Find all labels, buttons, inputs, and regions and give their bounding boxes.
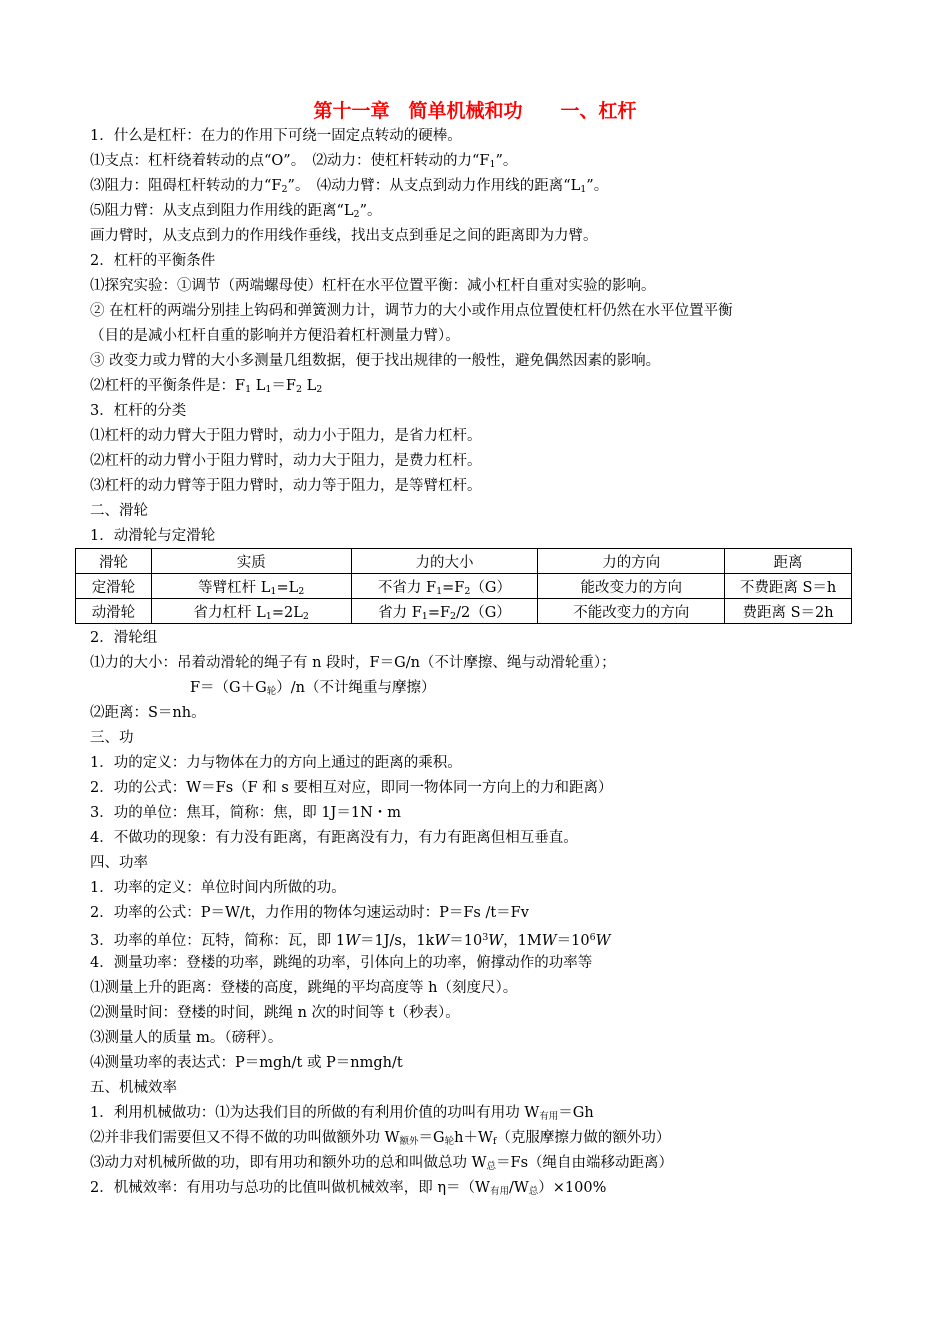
- text-line: （目的是减小杠杆自重的影响并方便沿着杠杆测量力臂）。: [90, 328, 460, 344]
- page-title: 第十一章 简单机械和功 一、杠杆: [313, 100, 637, 122]
- text-line: ⑸阻力臂：从支点到阻力作用线的距离“$L_2$”。: [90, 203, 382, 220]
- text-line: 4．测量功率：登楼的功率，跳绳的功率，引体向上的功率，俯撑动作的功率等: [90, 955, 593, 971]
- text-line: 3．功率的单位：瓦特，简称：瓦，即 1W＝1J/s，$1kW=10^3W$，$1MW=10^6W$: [90, 932, 611, 949]
- section-heading: 三、功: [90, 730, 134, 746]
- table-header-cell: 力的大小: [351, 549, 538, 574]
- section-subheading: 2．滑轮组: [90, 630, 158, 646]
- table-cell: 不费距离 S＝h: [725, 574, 852, 599]
- text-line: 1．功率的定义：单位时间内所做的功。: [90, 880, 346, 896]
- text-line: ⑴力的大小：吊着动滑轮的绳子有 n 段时，F＝G/n（不计摩擦、绳与动滑轮重）；: [90, 655, 616, 671]
- section-heading: 五、机械效率: [90, 1080, 177, 1096]
- text-line: ⑶杠杆的动力臂等于阻力臂时，动力等于阻力，是等臂杠杆。: [90, 478, 482, 494]
- text-line: ⑴支点：杠杆绕着转动的点“O”。 ⑵动力：使杠杆转动的力“$F_1$”。: [90, 153, 518, 170]
- text-line: ⑴测量上升的距离：登楼的高度，跳绳的平均高度等 h（刻度尺）。: [90, 980, 518, 996]
- text-line: ⑵杠杆的平衡条件是：$F_1$ $L_1=F_2$ $L_2$: [90, 378, 323, 395]
- table-cell: 定滑轮: [76, 574, 152, 599]
- text-line: 4．不做功的现象：有力没有距离，有距离没有力，有力有距离但相互垂直。: [90, 830, 578, 846]
- table-header-cell: 实质: [151, 549, 351, 574]
- text-line: 2．机械效率：有用功与总功的比值叫做机械效率，即 $\eta=(W_{有用}/W_总)\times 100\%$: [90, 1180, 607, 1197]
- text-line: ⑴杠杆的动力臂大于阻力臂时，动力小于阻力，是省力杠杆。: [90, 428, 482, 444]
- section-subheading: 3．杠杆的分类: [90, 403, 187, 419]
- text-line: 1．什么是杠杆：在力的作用下可绕一固定点转动的硬棒。: [90, 128, 462, 144]
- text-line: 1．功的定义：力与物体在力的方向上通过的距离的乘积。: [90, 755, 462, 771]
- text-line: 画力臂时，从支点到力的作用线作垂线，找出支点到垂足之间的距离即为力臂。: [90, 228, 598, 244]
- table-header-cell: 滑轮: [76, 549, 152, 574]
- section-heading: 二、滑轮: [90, 503, 148, 519]
- table-row: [76, 599, 852, 624]
- text-line: ⑶阻力：阻碍杠杆转动的力“$F_2$”。 ⑷动力臂：从支点到动力作用线的距离“$L_1$”。: [90, 178, 609, 195]
- table-cell: 动滑轮: [76, 599, 152, 624]
- text-line: 2．功率的公式：P＝W/t，力作用的物体匀速运动时：P＝Fs /t＝Fv: [90, 905, 529, 921]
- text-line: ⑵杠杆的动力臂小于阻力臂时，动力大于阻力，是费力杠杆。: [90, 453, 482, 469]
- table-cell: 能改变力的方向: [538, 574, 725, 599]
- text-line: $F=(G+G_轮)/n$（不计绳重与摩擦）: [190, 680, 436, 697]
- section-subheading: 2．杠杆的平衡条件: [90, 253, 216, 269]
- text-line: ⑶测量人的质量 m。（磅秤）。: [90, 1030, 283, 1046]
- table-row: [76, 574, 852, 599]
- text-line: ⑴探究实验：①调节（两端螺母使）杠杆在水平位置平衡：减小杠杆自重对实验的影响。: [90, 278, 656, 294]
- text-line: ⑵距离：S＝nh。: [90, 705, 206, 721]
- table-header-row: [76, 549, 852, 574]
- text-line: ③ 改变力或力臂的大小多测量几组数据，便于找出规律的一般性，避免偶然因素的影响。: [90, 353, 661, 369]
- text-line: ⑷测量功率的表达式：P＝mgh/t 或 P＝nmgh/t: [90, 1055, 403, 1071]
- text-line: ⑶动力对机械所做的功，即有用功和额外功的总和叫做总功 $W_总=Fs$（绳自由端移动距离）: [90, 1155, 674, 1172]
- table-cell: 不能改变力的方向: [538, 599, 725, 624]
- table-header-cell: 距离: [725, 549, 852, 574]
- pulley-table: [75, 548, 852, 624]
- text-line: 3．功的单位：焦耳，简称：焦，即 1J＝1N・m: [90, 805, 402, 821]
- table-cell: 省力 $F_1=F_2/2(G)$: [351, 599, 538, 624]
- text-line: 1．利用机械做功：⑴为达我们目的所做的有利用价值的功叫有用功 $W_{有用}=Gh$: [90, 1105, 594, 1122]
- section-subheading: 1．动滑轮与定滑轮: [90, 528, 216, 544]
- table-cell: 省力杠杆 $L_1=2L_2$: [151, 599, 351, 624]
- text-line: ⑵并非我们需要但又不得不做的功叫做额外功 $W_{额外}=G_轮h+W_f$（克服摩擦力做的额外功）: [90, 1130, 671, 1147]
- table-cell: 不省力 $F_1=F_2(G)$: [351, 574, 538, 599]
- text-line: ⑵测量时间：登楼的时间，跳绳 n 次的时间等 t（秒表）。: [90, 1005, 460, 1021]
- table-cell: 等臂杠杆 $L_1=L_2$: [151, 574, 351, 599]
- text-line: ② 在杠杆的两端分别挂上钩码和弹簧测力计，调节力的大小或作用点位置使杠杆仍然在水平位置平衡: [90, 303, 733, 319]
- table-header-cell: 力的方向: [538, 549, 725, 574]
- section-heading: 四、功率: [90, 855, 148, 871]
- text-line: 2．功的公式：W＝Fs（F 和 s 要相互对应，即同一物体同一方向上的力和距离）: [90, 780, 613, 796]
- table-cell: 费距离 S＝2h: [725, 599, 852, 624]
